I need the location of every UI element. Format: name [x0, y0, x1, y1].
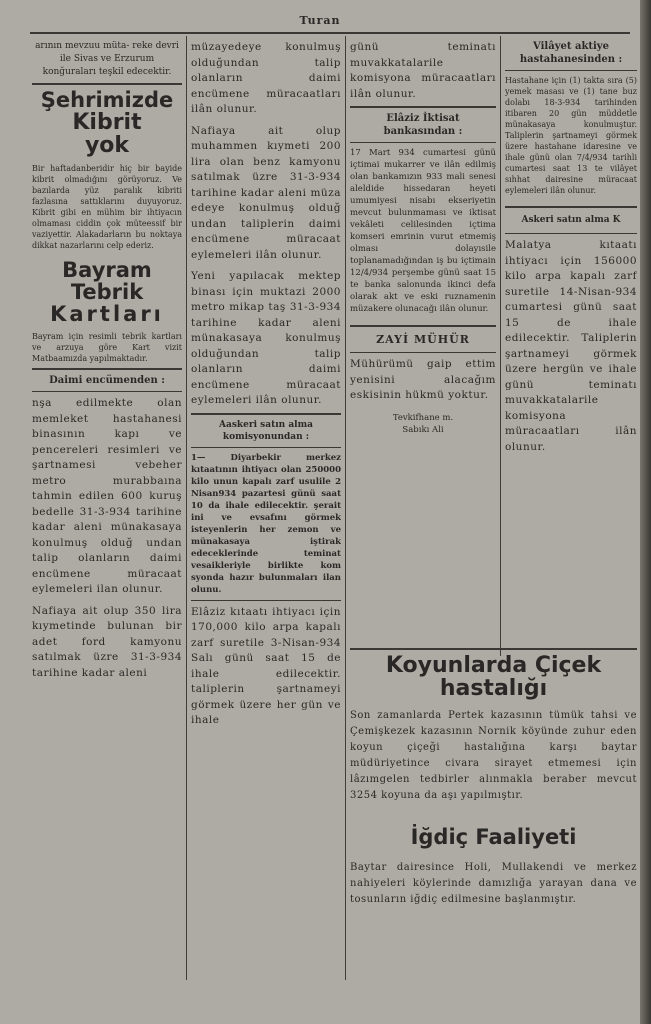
headline-kartlari: Kartları — [50, 302, 164, 327]
koyun-headline-2: hastalığı — [439, 676, 548, 702]
headline-yok: yok — [84, 133, 130, 159]
column-rule — [345, 36, 346, 980]
divider — [191, 600, 341, 601]
article-continuation: arının mevzuu müta- reke devri ile Sivas ve Erzurum konğuraları teşkil edecektir. — [35, 41, 179, 77]
benz-kamyon-article: Nafiaya ait olup muhammen kıymeti 200 lira olan benz kamyonu satılmak üzre 31-3-934 tarihine kadar aleni müza edeye konulmuş olduğ undan taliplerin daimi encümene müracaat eylemeleri ilân olunur. — [191, 124, 341, 261]
divider — [505, 70, 637, 71]
divider — [32, 368, 182, 370]
headline-sehirde: Şehrimizde — [40, 88, 174, 112]
divider — [505, 233, 637, 234]
vilayet-heading: Vilâyet aktiye hastahanesinden : — [519, 41, 623, 65]
vilayet-article: Hastahane için (1) takta sıra (5) yemek masası ve (1) tane buz dolabı 18-3-934 tarihinden itibaren 20 gün müddetle münakasaya konulmuştur. Taliplerin şartnameyi görmek üzere hastahane idaresine ve ihale günü olan 7/4/934 tarihli cumartesi saat 13 te vilâyet sıhhat dairesine müracaat eylemeleri ilân olunur. — [505, 76, 637, 195]
column-4 — [505, 40, 637, 640]
signature-name: Sabıkı Ali — [402, 424, 444, 435]
column-1 — [32, 40, 182, 985]
column-rule — [500, 36, 501, 656]
divider — [191, 413, 341, 415]
daimi-encumen-heading: Daimi encümenden : — [49, 375, 165, 387]
elaziz-banka-article: 17 Mart 934 cumartesi günü içtimai mukarrer ve ilân edilmiş olan bankamızın 933 mali senesi aleldide hissedaran heyeti umumiyesi nisabı ekseriyetin mevcut bulunmaması ve iktisat vekâleti celilesinden içtima komseri emrinin vurut etmemiş olması dolayısile toplanamadığından iş bu içtimain 12/4/934 perşembe günü saat 15 te banka salonunda ikinci defa olarak akt ve eski ruznamenin müzakere olunacağı ilân olunur. — [350, 148, 496, 314]
divider — [350, 142, 496, 143]
top-rule — [30, 32, 630, 34]
koyun-headline-1: Koyunlarda Çiçek — [385, 653, 602, 678]
igdic-headline: İğdiç Faaliyeti — [410, 825, 577, 850]
bayram-article: Bayram için resimli tebrik kartları ve arzuya göre Kart vizit Matbaamızda yapılmaktadır. — [32, 332, 182, 364]
column-rule — [186, 36, 187, 980]
divider — [350, 648, 637, 650]
divider — [350, 325, 496, 327]
headline-bayram: Bayram — [62, 258, 152, 283]
hastahane-article: nşa edilmekte olan memleket hastahanesi binasının kapı ve pencereleri resimleri ve şartnamesi vebeher metro murabbaına tahmin edilen 600 kuruş bedelle 31-3-934 tarihine kadar aleni münakasaya konulmuş olduğ undan talip olanların daimi encümene müracaat eylemeleri ilan olunur. — [32, 397, 182, 596]
zayi-muhur-article: Mühürümü gaip ettim yenisini alacağım eskisinin hükmü yoktur. — [350, 358, 496, 401]
zayi-muhur-heading: ZAYİ MÜHÜR — [376, 333, 470, 346]
igdic-article: Baytar dairesince Holi, Mullakendi ve merkez nahiyeleri köylerinde damızlığa yarayan dana ve tosunların iğdiç edilmesine başlanmıştır. — [350, 862, 637, 906]
divider — [32, 391, 182, 392]
askeri-satin-alma-heading: Askeri satın alma K — [521, 215, 621, 225]
page-edge — [640, 0, 651, 1024]
column-3 — [350, 40, 496, 640]
headline-kibrit: Kibrit — [72, 110, 142, 136]
column-2 — [191, 40, 341, 985]
signature-line: Tevkifhane m. — [392, 412, 454, 423]
ford-kamyon-article: Nafiaya ait olup 350 lira kıymetinde bulunan bir adet ford kamyonu satılmak üzre 31-3-934 tarihine kadar aleni — [32, 604, 182, 679]
askeri-heading: Aaskeri satın alma komisyonundan : — [219, 419, 313, 442]
malatya-arpa-article: Malatya kıtaatı ihtiyacı için 156000 kilo arpa kapalı zarf suretile 14-Nisan-934 cumartesi günü saat 15 de ihale edilecektir. Taliplerin şartnameyi görmek üzere hergün ve ihale günü teminatı muvakkatalarile komisyona müracaatları ilân olunur. — [505, 239, 637, 453]
divider — [350, 106, 496, 108]
article-continuation: günü teminatı muvakkatalarile komisyona müracaatları ilân olunur. — [350, 41, 496, 100]
divider — [32, 83, 182, 85]
headline-tebrik: Tebrik — [70, 280, 144, 305]
diyarbekir-article: 1— Diyarbekir merkez kıtaatının ihtiyacı olan 250000 kilo unun kapalı zarf usulile 2 Nisan934 pazartesi günü saat 10 da ihale edilecektir. şerait ini ve evsafını görmek isteyenlerin her zemon ve münakasaya iştirak edeceklerinde teminat vesaikleriyle birlikte kom syonda hazır bulunmaları ilan olunu. — [191, 452, 341, 595]
kibrit-article: Bir haftadanberidir hiç bir bayide kibrit olmadığını görüyoruz. Ve bazılarda yüz paralık kibriti fazlasına sattıklarını duyuyoruz. Kibrit gibi en mühim bir ihtiyacın olmaması ciddin çok müteessif bir vaziyettir. Alakadarların bu noktaya dikkat nazarlarını celp ederiz. — [32, 164, 182, 251]
divider — [505, 206, 637, 208]
divider — [350, 352, 496, 353]
divider — [191, 447, 341, 448]
koyun-article: Son zamanlarda Pertek kazasının tümük tahsi ve Çemişkezek kazasının Nornik köyünde zuhur eden koyun çiçeği hastalığına karşı baytar müdüriyetince civara sirayet etmemesi için lâzımgelen tedbirler alınmakla beraber mevcut 3254 koyuna da aşı yapılmıştır. — [350, 710, 637, 802]
masthead: Turan — [299, 14, 341, 27]
bottom-section — [350, 644, 637, 984]
elaziz-arpa-article: Elâziz kıtaatı ihtiyacı için 170,000 kilo arpa kapalı zarf suretile 3-Nisan-934 Salı günü saat 15 de ihale edilecektir. taliplerin şartnameyi görmek üzere her gün ve ihale — [191, 605, 341, 726]
elaziz-banka-heading: Elâziz İktisat bankasından : — [383, 113, 463, 137]
mektep-article: Yeni yapılacak mektep binası için muktazi 2000 metro mikap taş 31-3-934 tarihine kadar aleni münakasaya konulmuş olduğundan talip olanların daimi encümene müracaat eylemeleri ilân olunur. — [191, 270, 341, 406]
article-continuation: müzayedeye konulmuş olduğundan talip olanların daimi encümene müracaatları ilân olunur. — [191, 41, 341, 115]
